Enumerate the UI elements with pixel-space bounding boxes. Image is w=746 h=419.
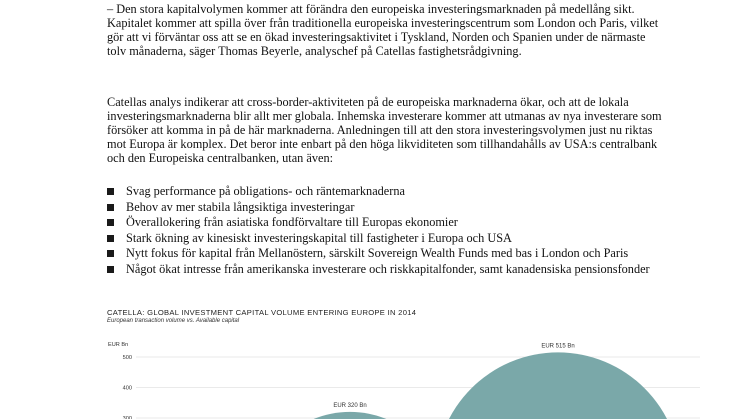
bullet-square-icon: [107, 266, 114, 273]
y-axis-label: EUR Bn: [108, 342, 129, 348]
chart-title: CATELLA: GLOBAL INVESTMENT CAPITAL VOLUME ENTERING EUROPE IN 2014: [107, 308, 417, 317]
list-item-text: Överallokering från asiatiska fondförvaltare till Europas ekonomier: [126, 215, 458, 229]
y-tick-label: 500: [122, 355, 132, 361]
list-item: [107, 184, 667, 200]
reasons-list: [107, 184, 667, 277]
bubble-series: [253, 343, 680, 419]
bullet-square-icon: [107, 219, 114, 226]
bullet-square-icon: [107, 235, 114, 242]
bubble-data-label: EUR 320 Bn: [333, 402, 367, 409]
list-item-text: Stark ökning av kinesiskt investeringskapital till fastigheter i Europa och USA: [126, 230, 512, 245]
list-item: [107, 200, 667, 216]
capital-volume-chart: [100, 330, 700, 419]
list-item: [107, 262, 667, 278]
analysis-paragraph: Catellas analys indikerar att cross-border-aktiviteten på de europeiska marknaderna ökar, och att de lokala investeringsmarknaderna blir allt mer globala. Inhemska investerare kommer att utmanas av nya investerare som försöker att komma in på de här marknaderna. Anledningen till att den stora investeringsvolymen just nu riktas mot Europa är komplex. Det beror inte enbart på den höga likviditeten som tillhandahålls av USA:s centralbank och den Europeiska centralbanken, utan även:: [107, 95, 662, 165]
bullet-square-icon: [107, 204, 114, 211]
list-item: [107, 246, 667, 262]
list-item-text: Nytt fokus för kapital från Mellanöstern, särskilt Sovereign Wealth Funds med bas i London och Paris: [126, 246, 629, 260]
list-item: [107, 231, 667, 247]
y-tick-label: 300: [122, 416, 132, 419]
list-item-text: Något ökat intresse från amerikanska investerare och riskkapitalfonder, samt kanadensiska pensionsfonder: [126, 261, 650, 276]
quote-paragraph: – Den stora kapitalvolymen kommer att förändra den europeiska investeringsmarknaden på medellång sikt. Kapitalet kommer att spilla över från traditionella europeiska investeringscentrum som London och Paris, vilket gör att vi förväntar oss att se en ökad investeringsaktivitet i Tyskland, Norden och Spanien under de närmaste tolv månaderna, säger Thomas Beyerle, analyschef på Catellas fastighetsrådgivning.: [107, 2, 659, 58]
list-item-text: Behov av mer stabila långsiktiga investeringar: [126, 199, 355, 214]
list-item: [107, 215, 667, 231]
chart-svg: [100, 330, 700, 419]
bullet-square-icon: [107, 250, 114, 257]
bullet-square-icon: [107, 188, 114, 195]
chart-subtitle: European transaction volume vs. Available capital: [107, 318, 240, 324]
bubble-mark: [435, 352, 680, 419]
list-item-text: Svag performance på obligations- och räntemarknaderna: [126, 184, 405, 198]
bubble-data-label: EUR 515 Bn: [541, 343, 575, 350]
y-tick-label: 400: [122, 385, 132, 392]
